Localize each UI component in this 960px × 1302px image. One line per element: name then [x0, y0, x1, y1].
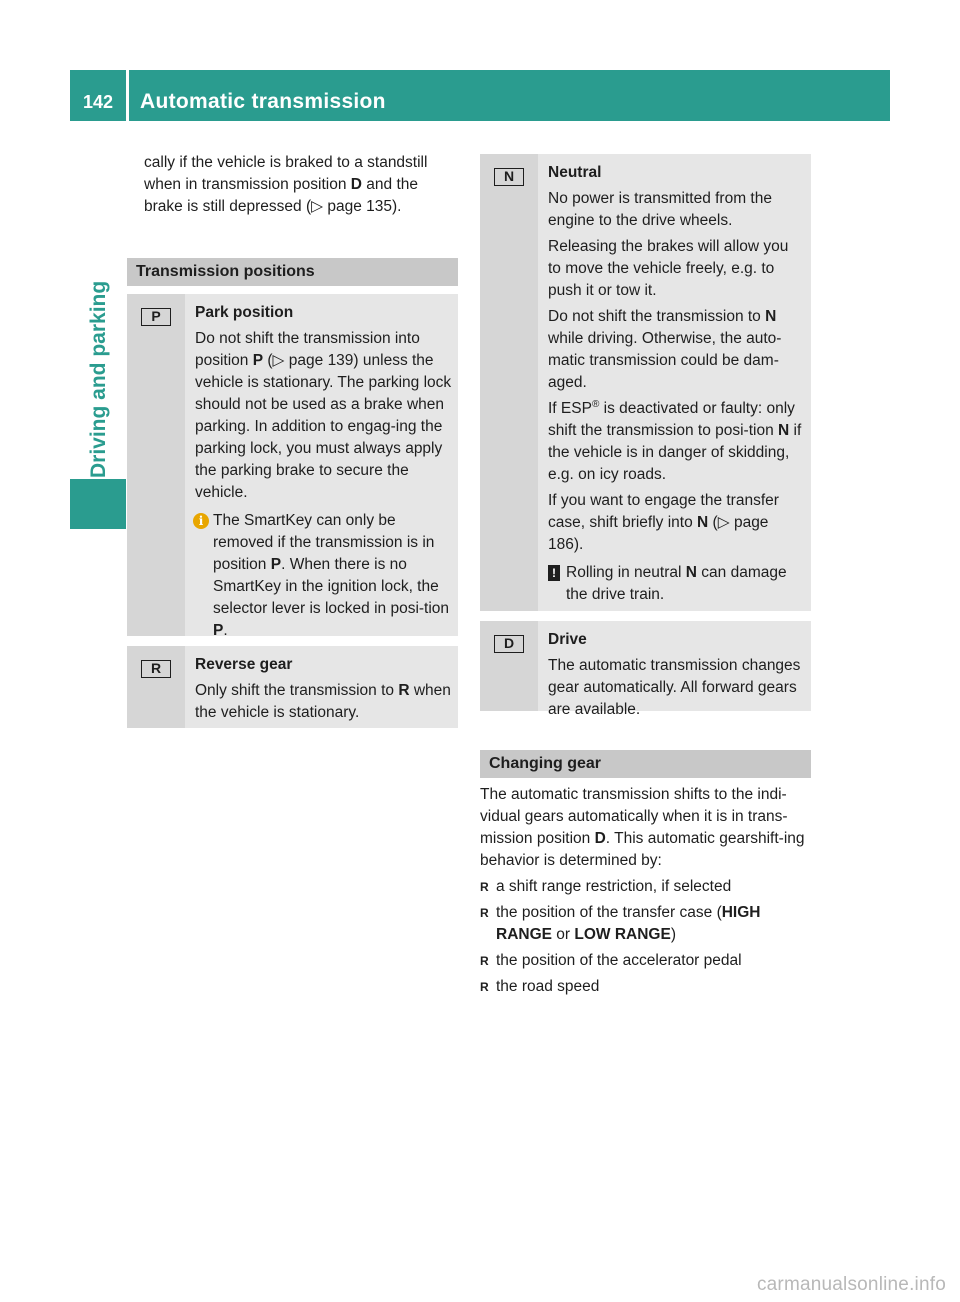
park-info-note: i The SmartKey can only be removed if the transmission is in position P. When there is no SmartKey in the ignition lock, the selector lever is locked in posi-tion P. — [195, 510, 452, 642]
page-title: Automatic transmission — [140, 90, 386, 113]
neutral-text-4: If ESP® is deactivated or faulty: only shift the transmission to posi-tion N if the vehicle is in danger of skidding, e.g. on icy roads. — [548, 398, 802, 483]
neutral-text-2: Releasing the brakes will allow you to move the vehicle freely, e.g. to push it or tow it. — [548, 238, 789, 299]
table-row-neutral — [480, 154, 811, 611]
neutral-title: Neutral — [548, 164, 602, 181]
park-title: Park position — [195, 304, 294, 321]
list-item: R a shift range restriction, if selected — [480, 876, 814, 898]
key-column — [127, 646, 185, 728]
header-divider — [126, 70, 129, 121]
neutral-text-1: No power is transmitted from the engine to the drive wheels. — [548, 190, 772, 229]
gearshift-factors-list — [480, 876, 814, 998]
reverse-text: Only shift the transmission to R when the vehicle is stationary. — [195, 682, 451, 721]
park-text: Do not shift the transmission into position P (▷ page 139) unless the vehicle is stationary. The parking lock should not be used as a brake when parking. In addition to engag-ing the parking lock, you must always apply the parking brake to secure the vehicle. — [195, 330, 452, 501]
page-ref-arrow-icon: ▷ — [717, 514, 730, 531]
transmission-table-right — [480, 154, 811, 718]
park-description — [185, 294, 458, 652]
bullet-icon: R — [480, 954, 489, 968]
neutral-text-5: If you want to engage the transfer case, shift briefly into N (▷ page 186). — [548, 492, 779, 553]
reverse-title: Reverse gear — [195, 656, 293, 673]
neutral-description — [538, 154, 811, 616]
transmission-positions-heading: Transmission positions — [127, 258, 458, 286]
changing-gear-heading: Changing gear — [480, 750, 811, 778]
warning-icon: ! — [548, 565, 560, 581]
side-tab-label: Driving and parking — [87, 280, 110, 478]
list-item: R the position of the accelerator pedal — [480, 950, 814, 972]
drive-description — [538, 621, 811, 735]
page-ref-arrow-icon: ▷ — [272, 352, 285, 369]
key-column — [480, 621, 538, 711]
bullet-icon: R — [480, 880, 489, 894]
changing-gear-text: The automatic transmission shifts to the indi-vidual gears automatically when it is in trans-mission position D. This automatic gearshift-ing behavior is determined by: — [480, 786, 805, 869]
drive-title: Drive — [548, 631, 587, 648]
key-column — [480, 154, 538, 611]
reverse-description — [185, 646, 458, 738]
neutral-warning-note: ! Rolling in neutral N can damage the drive train. — [548, 562, 805, 606]
table-row-reverse — [127, 636, 458, 728]
transmission-table-left — [127, 294, 458, 728]
drive-key-icon: D — [494, 635, 524, 653]
info-icon: i — [193, 513, 209, 529]
bullet-icon: R — [480, 906, 489, 920]
park-key-icon: P — [141, 308, 171, 326]
list-item: R the position of the transfer case (HIGH RANGE or LOW RANGE) — [480, 904, 761, 943]
table-row-park — [127, 294, 458, 639]
key-column — [127, 294, 185, 636]
drive-text: The automatic transmission changes gear automatically. All forward gears are available. — [548, 657, 801, 718]
page-number: 142 — [82, 92, 114, 112]
reverse-key-icon: R — [141, 660, 171, 678]
page-ref-arrow-icon: ▷ — [311, 198, 324, 215]
side-tab-marker — [70, 479, 126, 529]
intro-paragraph: cally if the vehicle is braked to a standstill when in transmission position D and the brake is still depressed (▷ page 135). — [144, 154, 428, 215]
table-row-drive — [480, 611, 811, 718]
list-item: R the road speed — [480, 976, 814, 998]
neutral-text-3: Do not shift the transmission to N while driving. Otherwise, the auto-matic transmission could be dam-aged. — [548, 308, 782, 391]
neutral-key-icon: N — [494, 168, 524, 186]
bullet-icon: R — [480, 980, 489, 994]
changing-gear-body — [480, 784, 814, 1002]
watermark: carmanualsonline.info — [756, 1274, 946, 1295]
